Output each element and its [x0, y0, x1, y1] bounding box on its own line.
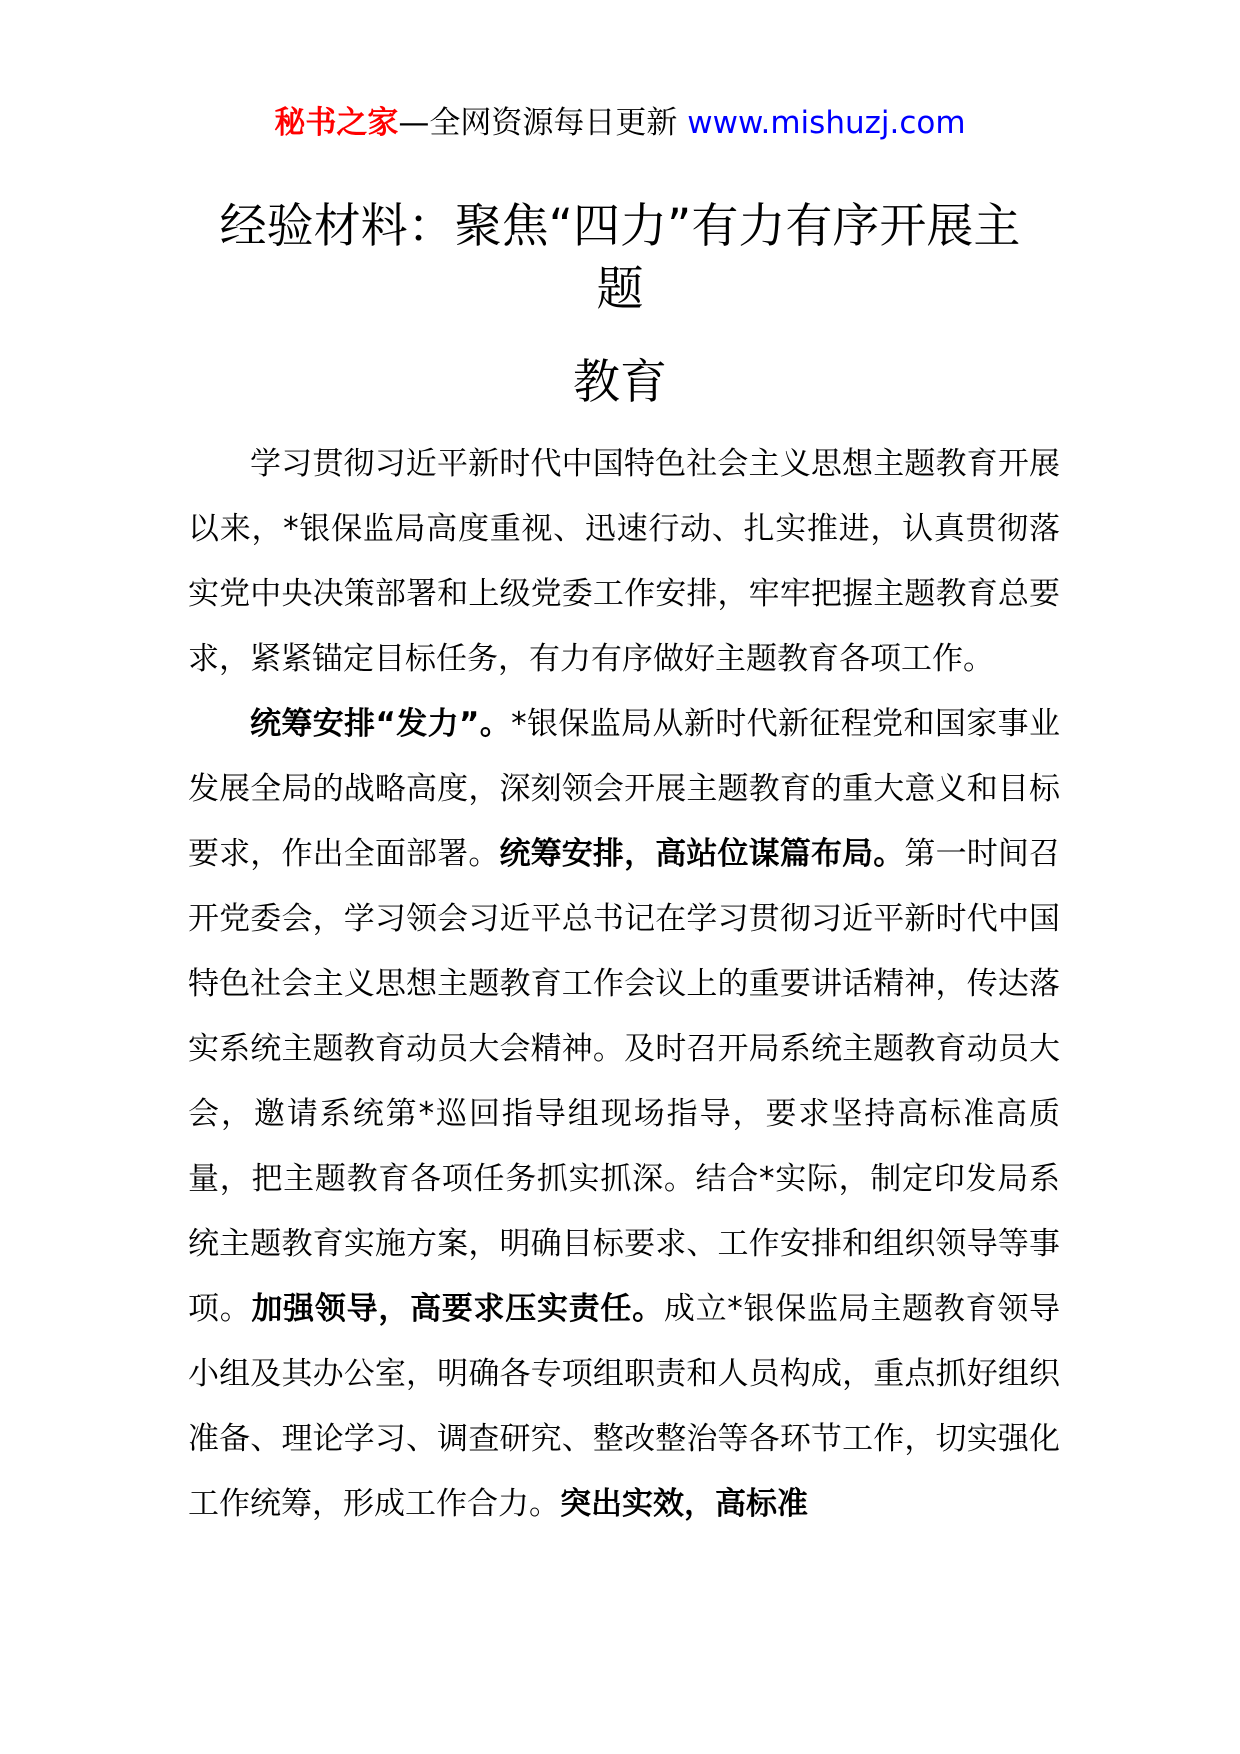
section-heading: 统筹安排“发力”。 [250, 706, 512, 742]
intro-paragraph: 学习贯彻习近平新时代中国特色社会主义思想主题教育开展以来，*银保监局高度重视、迅速行动、扎实推进，认真贯彻落实党中央决策部署和上级党委工作安排，牢牢把握主题教育总要求，紧紧锚定目标任务，有力有序做好主题教育各项工作。 [188, 446, 1060, 677]
paragraph-text: *银保监局从新时代新征程党和国家事业发展全局的战略高度，深刻领会开展主题教育的重大意义和目标要求，作出全面部署。 [188, 706, 1060, 872]
banner-tagline: —全网资源每日更新 [398, 105, 688, 141]
title-line-3: 教育 [573, 355, 667, 410]
brand-name: 秘书之家 [274, 105, 399, 141]
site-banner [0, 100, 1240, 146]
paragraph-text: 第一时间召开党委会，学习领会习近平总书记在学习贯彻习近平新时代中国特色社会主义思想主题教育工作会议上的重要讲话精神，传达落实系统主题教育动员大会精神。及时召开局系统主题教育动员大会，邀请系统第*巡回指导组现场指导，要求坚持高标准高质量，把主题教育各项任务抓实抓深。结合*实际，制定印发局系统主题教育实施方案，明确目标要求、工作安排和组织领导等事项。 [188, 836, 1061, 1327]
subheading-bold: 加强领导，高要求压实责任。 [251, 1291, 664, 1327]
section-paragraph-coordination [188, 692, 1060, 1537]
document-title [140, 195, 1100, 414]
site-url-link[interactable]: www.mishuzj.com [687, 105, 966, 141]
title-line-2: 题 [596, 262, 644, 317]
subheading-bold: 统筹安排，高站位谋篇布局。 [499, 836, 905, 872]
paragraph-text: 成立*银保监局主题教育领导小组及其办公室，明确各专项组职责和人员构成，重点抓好组织准备、理论学习、调查研究、整改整治等各环节工作，切实强化工作统筹，形成工作合力。 [188, 1291, 1061, 1522]
title-line-1: 经验材料：聚焦“四力”有力有序开展主 [219, 199, 1021, 254]
document-body [188, 432, 1060, 1537]
subheading-bold: 突出实效，高标准 [560, 1486, 808, 1522]
